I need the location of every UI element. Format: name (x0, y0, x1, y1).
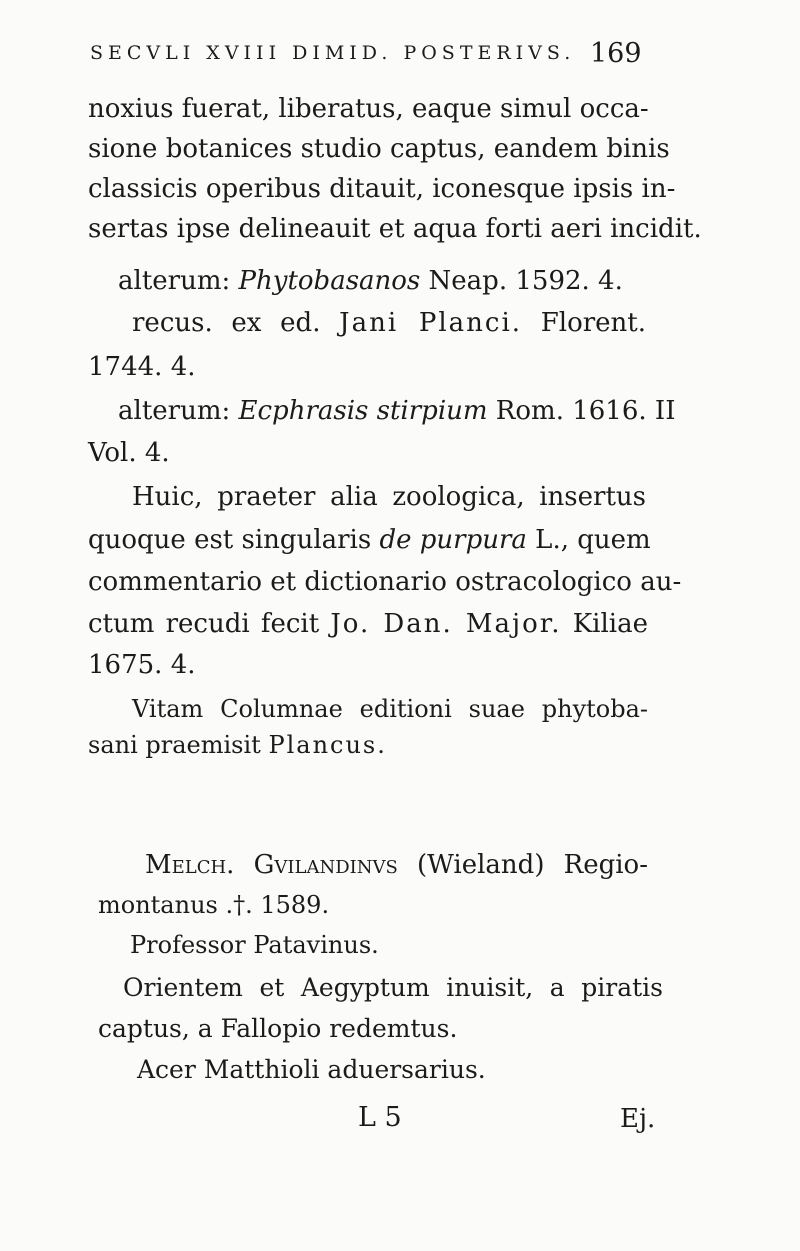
text-span: (Wieland) Regio- (397, 850, 648, 880)
text-line: commentario et dictionario ostracologico au- (88, 567, 682, 597)
text-span: Neap. 1592. 4. (420, 266, 623, 296)
text-span: quoque est singularis (88, 525, 380, 555)
text-line: 1744. 4. (88, 352, 196, 382)
text-span: sani praemisit (88, 731, 269, 759)
person-name: Jo. Dan. Major. (330, 609, 562, 639)
text-line (88, 733, 387, 757)
text-line: Orientem et Aegyptum inuisit, a piratis (123, 973, 663, 1002)
person-name: Plancus. (268, 731, 387, 759)
signature-mark: L 5 (358, 1102, 402, 1133)
text-span: alterum: (118, 266, 239, 296)
text-span: recus. ex ed. (132, 308, 340, 338)
text-span: ctum recudi fecit (88, 609, 331, 639)
text-line: classicis operibus ditauit, iconesque ipsis in- (88, 174, 676, 204)
text-line: captus, a Fallopio redemtus. (98, 1014, 458, 1043)
text-line (88, 611, 648, 637)
text-line: Huic, praeter alia zoologica, insertus (132, 482, 646, 512)
text-line (118, 396, 676, 426)
text-span: alterum: (118, 396, 239, 426)
text-line: Acer Matthioli aduersarius. (137, 1055, 486, 1084)
catchword: Ej. (620, 1104, 656, 1134)
text-span: Florent. (522, 308, 647, 338)
person-name: Jani Planci. (339, 308, 523, 338)
text-line (145, 852, 648, 878)
text-line: Professor Patavinus. (130, 931, 379, 959)
page-number: 169 (590, 38, 642, 69)
book-title: Ecphrasis stirpium (238, 396, 488, 426)
text-line: noxius fuerat, liberatus, eaque simul occa- (88, 94, 649, 124)
text-line: montanus .†. 1589. (98, 891, 330, 919)
text-line: Vol. 4. (88, 438, 170, 468)
text-line: sertas ipse delineauit et aqua forti aeri incidit. (88, 214, 702, 244)
text-line: sione botanices studio captus, eandem binis (88, 134, 670, 164)
text-span: L., quem (526, 525, 651, 555)
book-title: de purpura (379, 525, 527, 555)
text-line: 1675. 4. (88, 650, 196, 680)
text-span: Kiliae (561, 609, 648, 639)
text-line (118, 268, 623, 294)
text-line (132, 310, 646, 336)
book-title: Phytobasanos (238, 266, 421, 296)
text-line (88, 525, 651, 555)
text-line: Vitam Columnae editioni suae phytoba- (132, 695, 648, 723)
text-span: Rom. 1616. II (487, 396, 676, 426)
person-name: Melch. Gvilandinvs (145, 850, 398, 880)
running-head: SECVLI XVIII DIMID. POSTERIVS. (90, 42, 576, 64)
